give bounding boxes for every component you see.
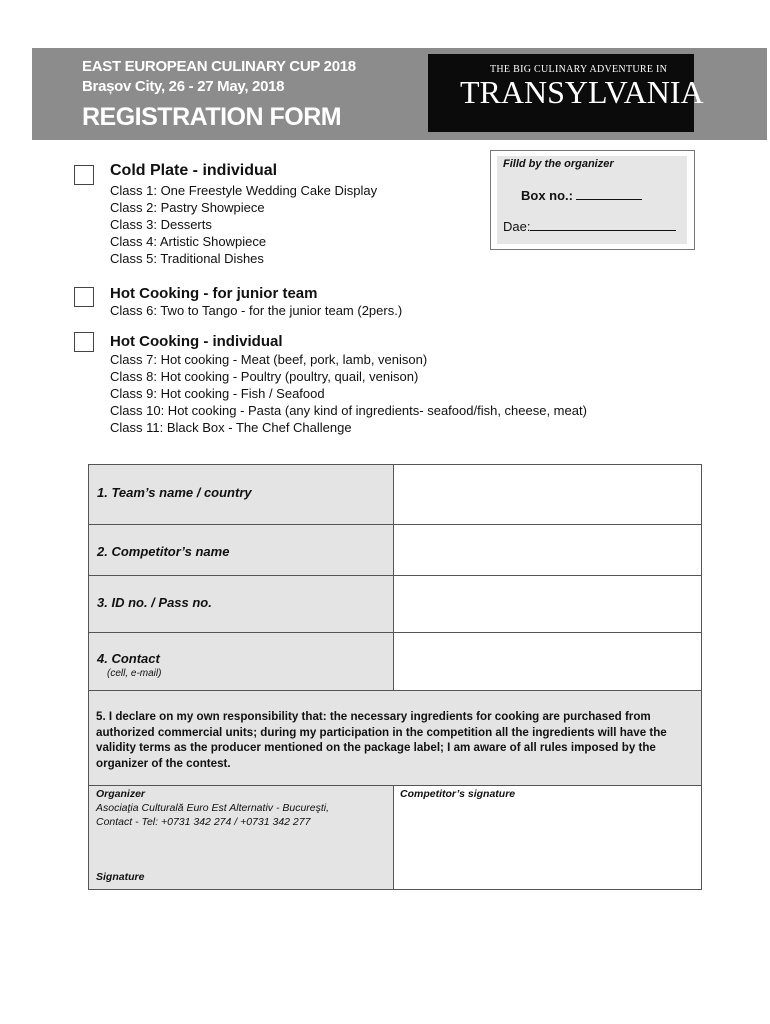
checkbox-hot-cooking-individual[interactable] [74,332,94,352]
event-name: EAST EUROPEAN CULINARY CUP 2018 [82,58,356,75]
declaration-text: 5. I declare on my own responsibility that: the necessary ingredients for cooking are purchased from authorized commercial units; during my participation in the competition all the ingredients will have the validity terms as the producer mentioned on the package label; I am aware of all rules imposed by the organizer of the contest. [96,710,667,770]
registration-table [88,464,702,890]
row-divider [89,785,701,786]
class-item: Class 6: Two to Tango - for the junior team (2pers.) [110,303,403,318]
logo-tagline: THE BIG CULINARY ADVENTURE IN [490,64,668,75]
team-name-label: 1. Team’s name / country [97,485,252,500]
team-name-input[interactable] [394,465,701,524]
logo-wordmark: TRANSYLVANIA [460,74,704,110]
organizer-box [490,150,695,250]
class-item: Class 4: Artistic Showpiece [110,234,267,249]
organizer-name: Asociaţia Culturală Euro Est Alternativ - Bucureşti, [96,802,330,814]
checkbox-hot-cooking-junior[interactable] [74,287,94,307]
class-item: Class 8: Hot cooking - Poultry (poultry, quail, venison) [110,369,419,384]
class-item: Class 1: One Freestyle Wedding Cake Display [110,183,378,198]
organizer-label: Organizer [96,788,146,800]
row-divider [89,632,701,633]
transylvania-logo [428,54,704,132]
class-item: Class 3: Desserts [110,217,212,232]
competitor-signature-area[interactable] [394,786,701,889]
date-label: Dae: [503,219,531,234]
form-title: REGISTRATION FORM [82,103,342,131]
class-item: Class 7: Hot cooking - Meat (beef, pork, lamb, venison) [110,352,428,367]
column-divider [393,785,394,889]
section-title-cold-plate: Cold Plate - individual [110,162,278,179]
contact-input[interactable] [394,633,701,690]
id-number-label: 3. ID no. / Pass no. [97,595,212,610]
header-banner [32,48,767,140]
contact-label: 4. Contact [97,651,160,666]
class-item: Class 2: Pastry Showpiece [110,200,265,215]
class-item: Class 10: Hot cooking - Pasta (any kind of ingredients- seafood/fish, cheese, meat) [110,403,587,418]
checkbox-cold-plate[interactable] [74,165,94,185]
row-divider [89,524,701,525]
competitor-name-label: 2. Competitor’s name [97,544,230,559]
date-line [530,218,676,231]
box-number-line [576,187,642,200]
date-field[interactable] [503,218,676,234]
section-title-hot-cooking-individual: Hot Cooking - individual [110,333,283,350]
organizer-contact: Contact - Tel: +0731 342 274 / +0731 342 277 [96,816,311,828]
section-title-hot-cooking-junior: Hot Cooking - for junior team [110,285,318,302]
box-number-field[interactable] [521,187,642,203]
organizer-box-title: Filld by the organizer [503,158,614,170]
class-item: Class 5: Traditional Dishes [110,251,264,266]
id-number-input[interactable] [394,576,701,632]
class-item: Class 11: Black Box - The Chef Challenge [110,420,352,435]
event-location-date: Brașov City, 26 - 27 May, 2018 [82,78,285,95]
column-divider [393,465,394,690]
box-number-label: Box no.: [521,188,573,203]
organizer-signature-label: Signature [96,871,145,883]
contact-sublabel: (cell, e-mail) [107,668,162,679]
organizer-box-inner [497,156,687,244]
row-divider [89,690,701,691]
class-item: Class 9: Hot cooking - Fish / Seafood [110,386,325,401]
row-divider [89,575,701,576]
competitor-signature-label: Competitor’s signature [400,788,516,800]
competitor-name-input[interactable] [394,525,701,575]
